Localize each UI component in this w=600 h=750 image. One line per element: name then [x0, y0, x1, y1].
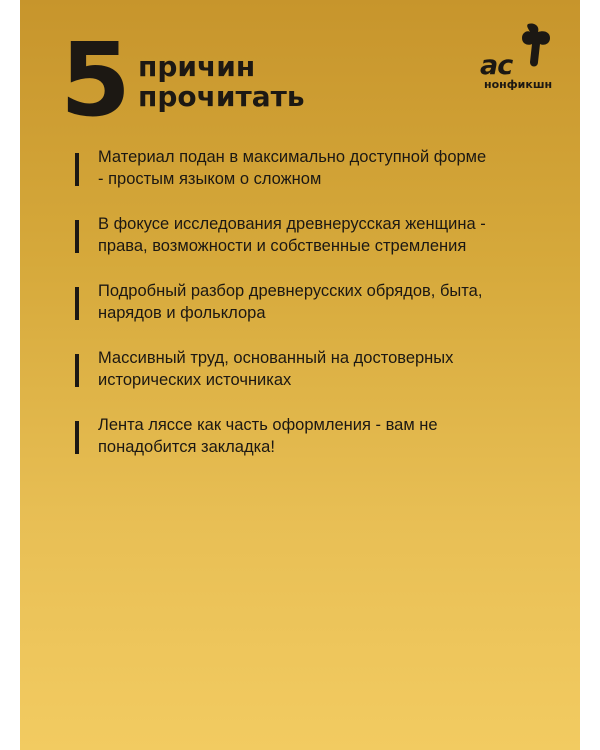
- reason-text-line-1: Подробный разбор древнерусских обрядов, быта,: [98, 282, 483, 300]
- bullet-bar: [75, 220, 79, 253]
- reason-text-line-2: нарядов и фольклора: [98, 304, 266, 322]
- reason-text-line-2: понадобится закладка!: [98, 438, 275, 456]
- reason-item-5: [75, 414, 555, 481]
- bullet-bar: [75, 354, 79, 387]
- reason-text-line-2: - простым языком о сложном: [98, 170, 322, 188]
- promo-card: [20, 0, 580, 750]
- reason-text-line-1: Массивный труд, основанный на достоверных: [98, 349, 454, 367]
- bullet-bar: [75, 287, 79, 320]
- reason-text-line-2: исторических источниках: [98, 371, 292, 389]
- logo-subtitle: нонфикшн: [484, 78, 553, 91]
- reason-count: 5: [60, 21, 129, 140]
- reason-item-2: [75, 213, 555, 280]
- reason-item-4: [75, 347, 555, 414]
- bullet-bar: [75, 421, 79, 454]
- title-line-2: прочитать: [138, 80, 305, 113]
- reason-text-line-1: Лента ляссе как часть оформления - вам не: [98, 416, 438, 434]
- title-line-1: причин: [138, 50, 256, 83]
- reason-text-line-2: права, возможности и собственные стремления: [98, 237, 467, 255]
- page-title: [138, 52, 305, 112]
- reason-item-3: [75, 280, 555, 347]
- reason-text-line-1: В фокусе исследования древнерусская женщина -: [98, 215, 486, 233]
- reasons-list: [75, 146, 555, 481]
- reason-text-line-1: Материал подан в максимально доступной форме: [98, 148, 487, 166]
- bullet-bar: [75, 153, 79, 186]
- logo-mark: ас: [480, 50, 513, 81]
- reason-item-1: [75, 146, 555, 213]
